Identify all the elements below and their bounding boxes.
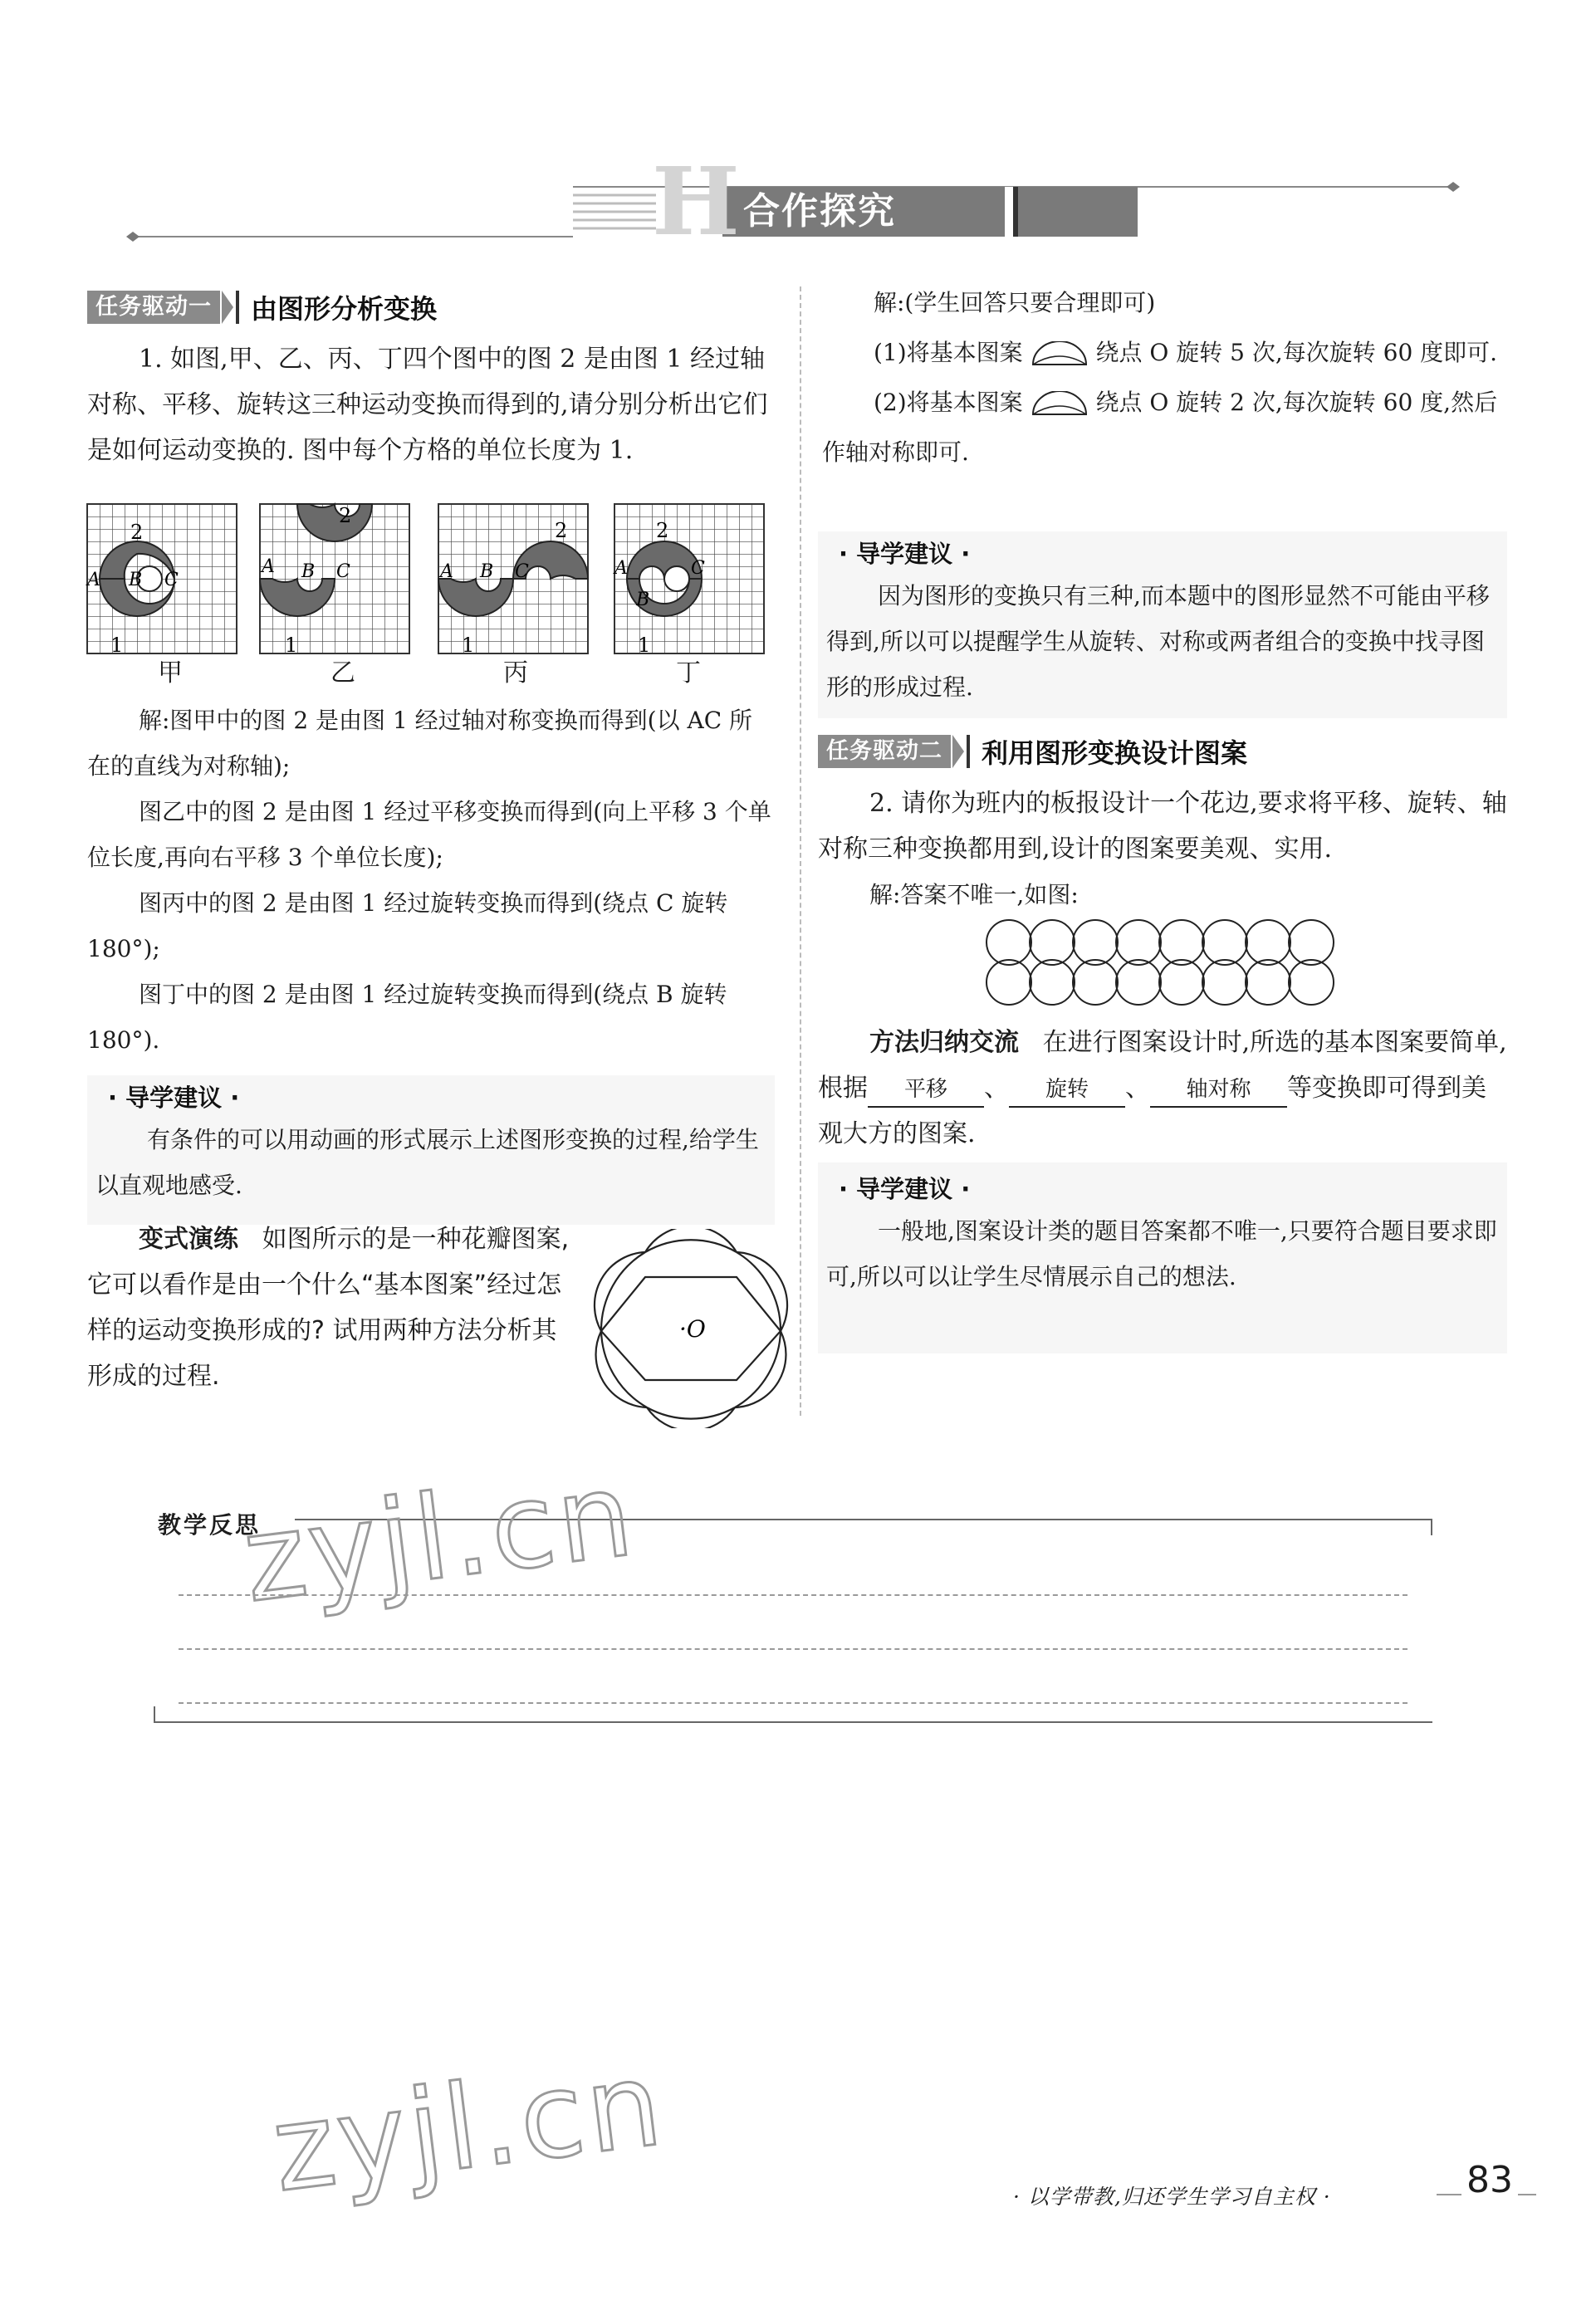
fig-yi-label-c: C [336,561,350,582]
answer1-b: 绕点 O 旋转 5 次,每次旋转 60 度即可. [1095,339,1498,366]
question2-block [818,781,1507,918]
guide-title-2: · 导学建议 · [839,540,971,568]
answer-intro: 解:(学生回答只要合理即可) [874,289,1156,316]
task1-solution [87,697,775,1063]
blank-reflection: 轴对称 [1150,1073,1287,1108]
solution-ding: 图丁中的图 2 是由图 1 经过旋转变换而得到(绕点 B 旋转 180°). [87,981,727,1054]
figure-yi [260,504,409,657]
answer2-a: (2)将基本图案 [874,389,1023,416]
column-divider [800,286,801,1416]
solution-jia: 解:图甲中的图 2 是由图 1 经过轴对称变换而得到(以 AC 所在的直线为对称轴); [87,707,753,780]
right-answer-block [822,278,1503,477]
fig-yi-label-2: 2 [339,504,352,527]
blank-translation: 平移 [868,1073,984,1108]
blank-rotation: 旋转 [1009,1073,1125,1108]
section-header [125,148,1461,257]
fig-jia-label-2: 2 [130,521,144,544]
task1-badge: 任务驱动一 [87,291,220,324]
solution-yi: 图乙中的图 2 是由图 1 经过平移变换而得到(向上平移 3 个单位长度,再向右平移 3 个单位长度); [87,798,771,871]
task2-title: 利用图形变换设计图案 [982,737,1248,769]
footer-slogan: · 以学带教,归还学生学习自主权 · [1013,2185,1331,2209]
guide-text-3-block [826,1208,1503,1299]
fig-bing-label-c: C [515,561,529,582]
fig-jia-label-a: A [87,570,100,590]
sep2: 、 [1125,1074,1150,1103]
watermark-1: zyjl.cn [237,1446,643,1629]
variant-text: 如图所示的是一种花瓣图案,它可以看作是由一个什么“基本图案”经过怎样的运动变换形成的? 试用两种方法分析其形成的过程. [87,1225,570,1391]
guide-text-2-block [826,573,1503,710]
fig-ding-label-1: 1 [638,634,651,657]
task2-header [818,735,1247,768]
guide-title-1: · 导学建议 · [108,1084,240,1112]
answer2-b: 绕点 O 旋转 2 次,每次旋转 60 度,然后作轴对称即可. [822,389,1498,466]
watermark-2: zyjl.cn [266,2036,672,2219]
reflection-title: 教学反思 [158,1511,262,1539]
figure-ding [613,504,764,657]
semicircle-pattern-icon [1031,341,1089,368]
fig-jia-label-b: B [129,570,143,590]
variant-label: 变式演练 [139,1225,238,1254]
guide-title-3: · 导学建议 · [839,1175,971,1203]
answer1-a: (1)将基本图案 [874,339,1023,366]
badge-arrow-icon [222,291,233,324]
caption-yi: 乙 [330,658,355,688]
guide-text-1: 有条件的可以用动画的形式展示上述图形变换的过程,给学生以直观地感受. [95,1126,759,1199]
fig-yi-label-a: A [262,556,275,577]
task2-badge: 任务驱动二 [818,735,951,768]
fig-jia-label-1: 1 [110,634,124,657]
header-letter: H [652,148,740,257]
reflection-line-3 [179,1702,1408,1704]
badge-bar [236,291,239,324]
figure-jia [86,504,237,657]
reflection-left-rule [154,1706,155,1723]
flower-figure [591,1229,791,1428]
page-number: 83 [1461,2159,1518,2201]
reflection-line-2 [179,1648,1408,1650]
flower-center-label: ·O [679,1315,706,1343]
fig-jia-label-c: C [164,570,179,590]
fig-yi-label-b: B [301,561,316,582]
badge-bar-2 [967,735,970,768]
semicircle-pattern-icon-2 [1031,391,1089,418]
caption-jia: 甲 [158,658,183,688]
guide-text-3: 一般地,图案设计类的题目答案都不唯一,只要符合题目要求即可,所以可以让学生尽情展示自己的想法. [826,1217,1497,1290]
badge-arrow-icon-2 [952,735,964,768]
fig-ding-label-2: 2 [656,519,669,542]
variant-block [87,1216,577,1399]
task1-question [87,336,775,473]
header-title: 合作探究 [743,190,896,232]
answer2-intro: 解:答案不唯一,如图: [869,881,1079,908]
question2-text: 2. 请你为班内的板报设计一个花边,要求将平移、旋转、轴对称三种变换都用到,设计的图案要美观、实用. [818,789,1507,864]
guide-text-1-block [95,1117,768,1208]
reflection-bottom-rule [154,1721,1432,1723]
fig-yi-label-1: 1 [285,634,298,657]
figure-bing [438,504,588,657]
fig-ding-label-b: B [636,590,650,610]
task1-figures [83,498,814,689]
fig-bing-label-a: A [440,561,453,582]
caption-ding: 丁 [676,658,701,688]
circle-border-pattern [984,918,1341,1009]
footer [1013,2159,1545,2217]
solution-bing: 图丙中的图 2 是由图 1 经过旋转变换而得到(绕点 C 旋转 180°); [87,889,728,962]
task1-header [87,291,437,324]
task1-question-text: 1. 如图,甲、乙、丙、丁四个图中的图 2 是由图 1 经过轴对称、平移、旋转这三种运动变换而得到的,请分别分析出它们是如何运动变换的. 图中每个方格的单位长度为 1. [87,345,768,465]
method-label: 方法归纳交流 [869,1028,1019,1057]
fig-bing-label-b: B [480,561,494,582]
guide-text-2: 因为图形的变换只有三种,而本题中的图形显然不可能由平移得到,所以可以提醒学生从旋转、对称或两者组合的变换中找寻图形的形成过程. [826,582,1490,701]
fig-bing-label-2: 2 [555,519,568,542]
reflection-right-rule [1431,1519,1432,1535]
task1-title: 由图形分析变换 [251,293,438,325]
fig-ding-label-a: A [614,558,628,579]
method-text-b: 等变换即可得到美观大方的图案. [818,1074,1486,1148]
method-text-a: 在进行图案设计时,所选的基本图案要简单,根据 [818,1028,1507,1103]
caption-bing: 丙 [503,658,528,688]
sep1: 、 [984,1074,1009,1103]
fig-bing-label-1: 1 [462,634,475,657]
fig-ding-label-c: C [691,558,705,579]
method-block [818,1020,1507,1157]
